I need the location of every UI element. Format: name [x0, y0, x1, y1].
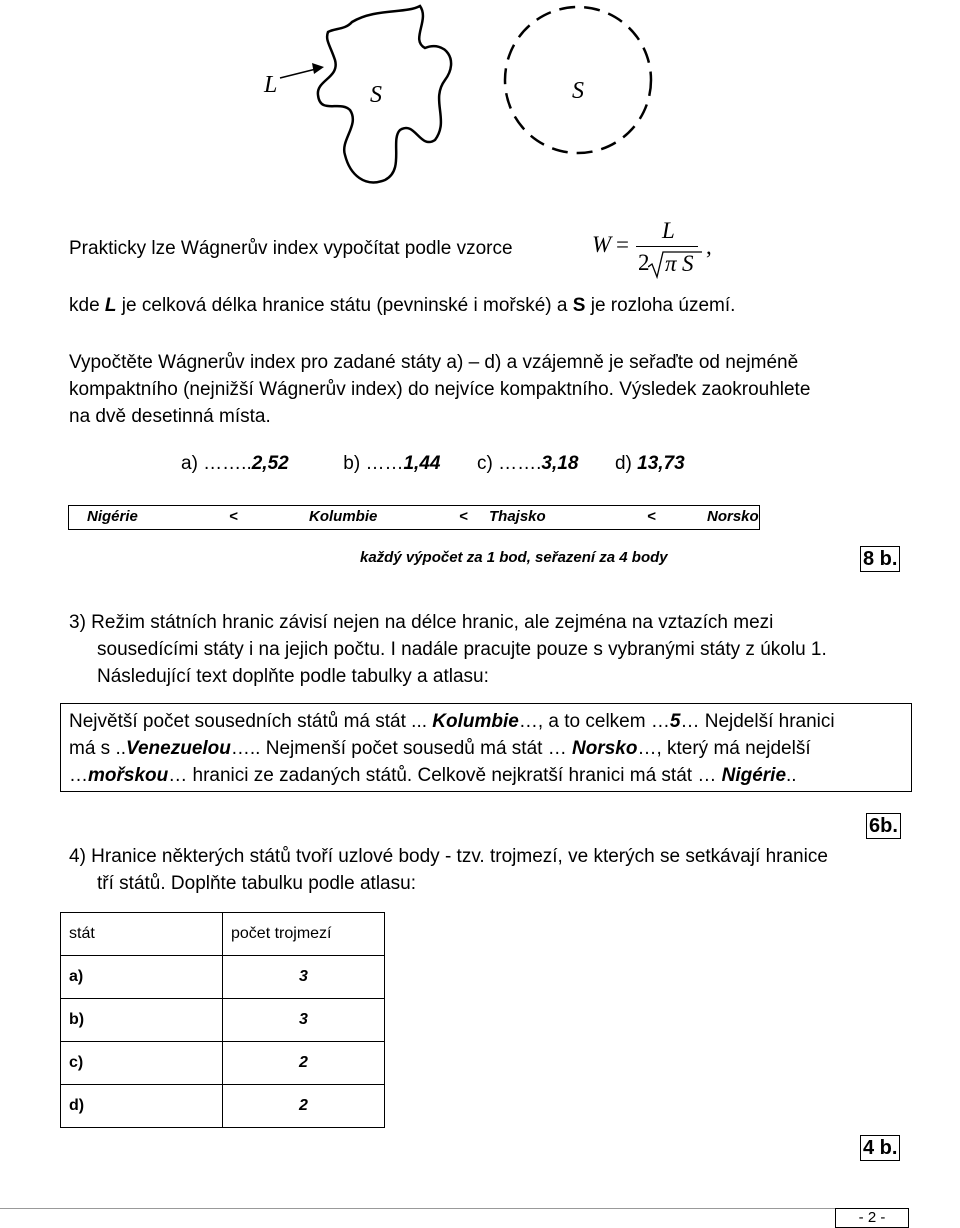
fill-neighbour-count: 5 — [669, 711, 681, 732]
table-cell-state: b) — [61, 999, 223, 1042]
order-sign-2: < — [459, 508, 468, 525]
answers-row — [181, 450, 685, 477]
fill-in-text — [69, 708, 909, 789]
formula-explanation — [69, 292, 735, 319]
fill-k: … — [69, 765, 88, 786]
fill-o: .. — [786, 765, 797, 786]
score-6b: 6b. — [866, 813, 901, 839]
task-line-2: kompaktního (nejnižší Wágnerův index) do nejvíce kompaktního. Výsledek zaokrouhlete — [69, 379, 811, 400]
label-S-circle: S — [572, 78, 584, 104]
formula-comma: , — [706, 234, 712, 259]
task-line-3: na dvě desetinná místa. — [69, 406, 271, 427]
answer-b-value: 1,44 — [403, 453, 441, 474]
formula-pi: π — [665, 251, 677, 276]
answer-c-value: 3,18 — [541, 453, 579, 474]
expl-mid: je celková délka hranice státu (pevninské i mořské) a — [116, 295, 573, 316]
score-8b: 8 b. — [860, 546, 900, 572]
fill-line-2 — [69, 735, 909, 762]
table-cell-count: 2 — [223, 1085, 385, 1128]
scoring-note: každý výpočet za 1 bod, seřazení za 4 body — [360, 549, 668, 566]
fill-line-1 — [69, 708, 909, 735]
irregular-state-outline — [318, 6, 451, 182]
table-header-row — [61, 913, 385, 956]
table-cell-count: 2 — [223, 1042, 385, 1085]
formula-equals: = — [616, 232, 629, 257]
table-header-state: stát — [61, 913, 223, 956]
formula-intro: Prakticky lze Wágnerův index vypočítat podle vzorce — [69, 238, 513, 259]
expl-post: je rozloha území. — [585, 295, 736, 316]
question-3 — [69, 609, 827, 690]
q3-line-3: Následující text doplňte podle tabulky a atlasu: — [97, 666, 489, 687]
fill-a: Největší počet sousedních států má stát ... — [69, 711, 433, 732]
q4-line-1: 4) Hranice některých států tvoří uzlové body - tzv. trojmezí, ve kterých se setkávají hranice — [69, 846, 828, 867]
table-row — [61, 1042, 385, 1085]
answer-d-value: 13,73 — [637, 453, 685, 474]
table-cell-state: a) — [61, 956, 223, 999]
compactness-diagram — [240, 0, 680, 190]
answer-a-value: 2,52 — [251, 453, 289, 474]
ordering-box — [68, 505, 760, 530]
answer-c-label: c) ……. — [477, 453, 542, 474]
formula-S: S — [682, 251, 694, 276]
wagner-formula — [590, 218, 720, 278]
order-item-3: Thajsko — [489, 508, 546, 525]
formula-two: 2 — [638, 250, 650, 275]
fill-line-3 — [69, 762, 909, 789]
label-L: L — [264, 72, 278, 98]
fill-longest-border-country: Venezuelou — [126, 738, 231, 759]
triple-point-table — [60, 912, 385, 1128]
fill-e: … Nejdelší hranici — [680, 711, 835, 732]
task-text — [69, 349, 810, 430]
answer-a-label: a) …….. — [181, 453, 252, 474]
task-line-1: Vypočtěte Wágnerův index pro zadané státy a) – d) a vzájemně je seřaďte od nejméně — [69, 352, 799, 373]
formula-numerator: L — [662, 218, 675, 243]
expl-S: S — [572, 295, 586, 316]
formula-W: W — [592, 232, 612, 257]
table-row — [61, 1085, 385, 1128]
expl-L: L — [104, 295, 117, 316]
fill-in-box — [60, 703, 912, 792]
footer-rule — [0, 1208, 850, 1209]
table-cell-count: 3 — [223, 956, 385, 999]
q4-line-2: tří států. Doplňte tabulku podle atlasu: — [97, 873, 416, 894]
q3-line-2: sousedícími státy i na jejich počtu. I nadále pracujte pouze s vybranými státy z úkolu 1. — [97, 639, 827, 660]
fill-country-most-neighbours: Kolumbie — [432, 711, 519, 732]
table-cell-state: d) — [61, 1085, 223, 1128]
table-row — [61, 956, 385, 999]
answer-b-label: b) …… — [343, 453, 404, 474]
question-4 — [69, 843, 828, 897]
table-header-count: počet trojmezí — [223, 913, 385, 956]
table-row — [61, 999, 385, 1042]
fill-c: …, a to celkem … — [518, 711, 670, 732]
page-number: - 2 - — [835, 1208, 909, 1228]
answer-d-label: d) — [614, 453, 638, 474]
fill-shortest-border: Nigérie — [721, 765, 787, 786]
label-S-state: S — [370, 82, 382, 108]
fill-h: ….. Nejmenší počet sousedů má stát … — [230, 738, 572, 759]
fraction-bar — [636, 246, 698, 247]
fill-j: …, který má nejdelší — [637, 738, 811, 759]
fill-f: má s .. — [69, 738, 127, 759]
order-item-2: Kolumbie — [309, 508, 378, 525]
order-sign-3: < — [647, 508, 656, 525]
fill-border-type: mořskou — [88, 765, 169, 786]
score-4b: 4 b. — [860, 1135, 900, 1161]
order-item-1: Nigérie — [87, 508, 138, 525]
order-sign-1: < — [229, 508, 238, 525]
table-cell-count: 3 — [223, 999, 385, 1042]
table-cell-state: c) — [61, 1042, 223, 1085]
q3-line-1: 3) Režim státních hranic závisí nejen na délce hranic, ale zejména na vztazích mezi — [69, 612, 774, 633]
order-item-4: Norsko — [707, 508, 759, 525]
fill-m: … hranici ze zadaných států. Celkově nejkratší hranici má stát … — [168, 765, 722, 786]
arrow-head — [312, 63, 324, 74]
expl-pre: kde — [69, 295, 105, 316]
fill-fewest-neighbours: Norsko — [571, 738, 638, 759]
